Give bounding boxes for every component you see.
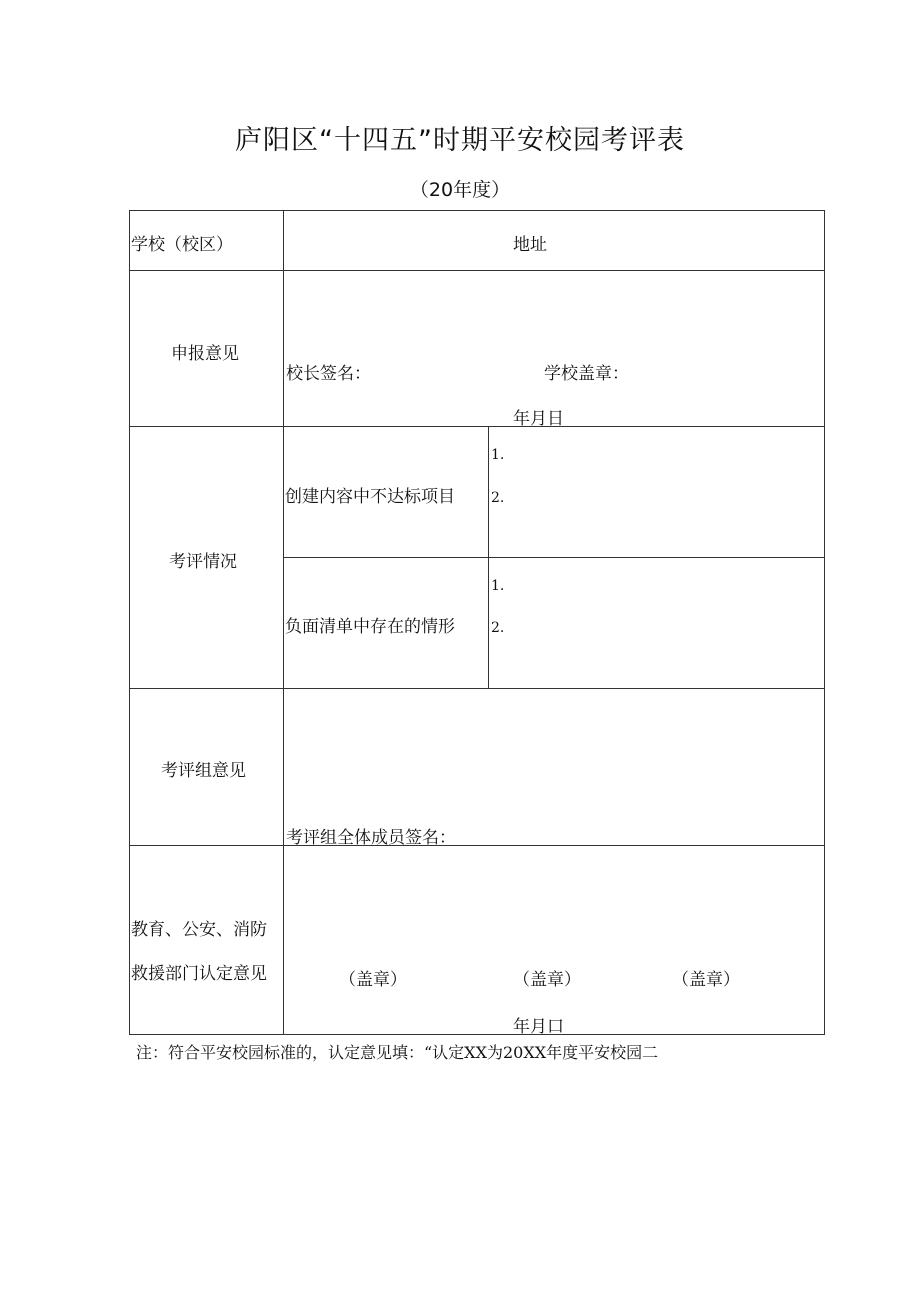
negative-list-label: 负面清单中存在的情形 [285, 617, 455, 637]
row-divider-1 [129, 270, 825, 271]
address-label: 地址 [513, 235, 547, 255]
column-divider [283, 210, 284, 1035]
evaluation-form [129, 210, 825, 1035]
panel-signature-label: 考评组全体成员签名： [286, 828, 456, 848]
row-divider-2 [129, 426, 825, 427]
row-divider-5 [129, 845, 825, 846]
footnote: 注：符合平安校园标准的，认定意见填：“认定XX为20XX年度平安校园二 [136, 1043, 659, 1062]
negative-item-1: 1. [491, 578, 505, 594]
evaluation-label: 考评情况 [169, 552, 237, 572]
border-left [129, 210, 130, 1035]
departments-date: 年月口 [513, 1017, 564, 1037]
page-title: 庐阳区“十四五”时期平安校园考评表 [235, 125, 685, 156]
row-divider-4 [129, 688, 825, 689]
unmet-items-label: 创建内容中不达标项目 [285, 487, 455, 507]
border-right [824, 210, 825, 1035]
application-date: 年月日 [513, 409, 564, 429]
departments-label-line1: 教育、公安、消防 [131, 920, 267, 940]
school-seal-label: 学校盖章： [544, 364, 629, 384]
school-label: 学校（校区） [131, 235, 233, 255]
evaluation-inner-divider [488, 426, 489, 688]
border-bottom [129, 1034, 825, 1035]
principal-signature-label: 校长签名： [286, 364, 371, 384]
panel-opinion-label: 考评组意见 [161, 761, 246, 781]
application-label: 申报意见 [171, 344, 239, 364]
seal-1: （盖章） [339, 970, 407, 990]
page-subtitle: （20年度） [409, 179, 511, 201]
unmet-item-1: 1. [491, 447, 505, 463]
seal-2: （盖章） [513, 970, 581, 990]
border-top [129, 210, 825, 211]
row-divider-3 [283, 557, 825, 558]
unmet-item-2: 2. [491, 490, 505, 506]
seal-3: （盖章） [672, 970, 740, 990]
negative-item-2: 2. [491, 620, 505, 636]
departments-label-line2: 救援部门认定意见 [131, 964, 267, 984]
